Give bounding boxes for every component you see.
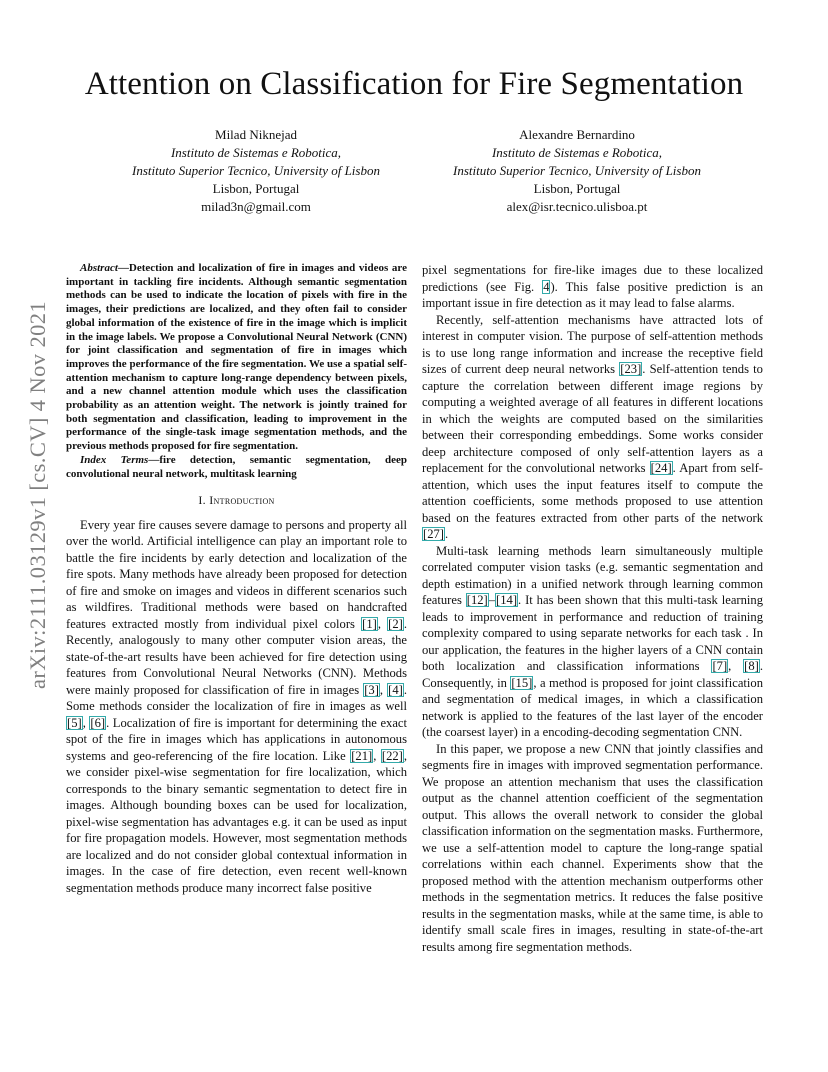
text-run: ). This false positive prediction is an important issue in fire detection as it may lead to false alarms. (422, 279, 763, 310)
text-run: , we consider pixel-wise segmentation for fire localization, which corresponds to the binary semantic segmentation to detect fire in images. Although bounding boxes can be used for localization, pixel-wise segmentation has advantages e.g. it can be used as input for fire propagation models. However, most segmentation methods are localized and do not consider global contextual information in images. In the case of fire detection, even recent well-known segmentation methods produce many incorrect false positive (66, 748, 408, 895)
text-run: , (373, 748, 381, 763)
author-block-1 (91, 126, 421, 216)
right-column (422, 262, 763, 955)
citation-link[interactable]: [6] (90, 715, 106, 730)
text-run: . Localization of fire is important for determining the exact spot of the fire in images which has applications in autonomous systems and geo-referencing of the fire location. Like (66, 715, 408, 763)
text-run: , (728, 659, 744, 673)
citation-link[interactable]: [14] (496, 593, 518, 607)
section-number: I. (198, 493, 206, 508)
section-title: Introduction (209, 493, 275, 508)
citation-link[interactable]: [27] (423, 527, 444, 541)
text-run: – (488, 593, 496, 607)
citation-link[interactable]: [23] (620, 362, 642, 376)
abstract-text: —Detection and localization of fire in images and videos are important in tackling fire incidents. Although semantic segmentation methods can be used to indicate the location of pixels with fire in the images, their predictions are localized, and they often fail to consider global information of the existence of fire in the image which is implicit in the image labels. We propose a Convolutional Neural Network (CNN) for joint classification and segmentation of fire in images which improves the performance of the fire segmentation. We use a spatial self-attention mechanism to capture long-range dependency between pixels, and a new channel attention module which uses the classification probability as an attention weight. The network is jointly trained for both segmentation and classification, leading to improvement in the performance of the single-task image segmentation methods, and the previous methods proposed for fire segmentation. (66, 262, 407, 453)
intro-paragraph-3 (422, 543, 763, 741)
author-name: Alexandre Bernardino (519, 127, 635, 142)
text-run: , a method is proposed for joint classification and segmentation of medical images, in which a classification network is applied to the features of the last layer of the encoder (the coarsest layer) in a encoding-decoding segmentation CNN. (422, 675, 764, 739)
arxiv-stamp-text: arXiv:2111.03129v1 [cs.CV] 4 Nov 2021 (25, 300, 50, 690)
text-run: . Consequently, in (422, 659, 763, 690)
author-affiliation: Instituto Superior Tecnico, University of Lisbon (132, 163, 380, 178)
citation-link[interactable]: [12] (466, 593, 488, 607)
author-affiliation: Instituto de Sistemas e Robotica, (170, 145, 342, 160)
text-run: , (377, 616, 388, 631)
paper-title: Attention on Classification for Fire Segmentation (84, 66, 744, 102)
citation-link[interactable]: [24] (650, 461, 672, 475)
text-run: , (82, 715, 90, 730)
text-run: . Recently, analogously to many other computer vision areas, the state-of-the-art results have been achieved for fire detection using features from Convolutional Neural Networks (CNN). Methods were mainly proposed for classification of fire in images (66, 616, 407, 697)
text-run: , (379, 682, 388, 697)
citation-link[interactable]: [22] (381, 748, 403, 763)
author-affiliation: Instituto de Sistemas e Robotica, (491, 145, 663, 160)
citation-link[interactable]: [21] (351, 748, 373, 763)
author-block-2 (412, 126, 742, 216)
citation-link[interactable]: [2] (388, 616, 403, 631)
citation-link[interactable]: [15] (511, 675, 533, 690)
citation-link[interactable]: [7] (712, 659, 728, 673)
index-terms-text: —fire detection, semantic segmentation, deep convolutional neural network, multitask learning (66, 453, 407, 480)
intro-paragraph-2 (422, 312, 763, 543)
text-run: . Apart from self-attention, which uses the input features itself to compute the attention coefficients, some methods proposed to use attention based on the features extracted from other parts of the network (422, 461, 764, 525)
abstract (66, 262, 407, 481)
author-email: milad3n@gmail.com (201, 199, 311, 214)
citation-link[interactable]: [1] (362, 616, 377, 631)
text-run: . (444, 527, 449, 541)
text-run: Recently, self-attention mechanisms have attracted lots of interest in computer vision. The purpose of self-attention methods is to use long range information and increase the receptive field sizes of current deep neural networks (422, 312, 763, 376)
author-affiliation: Instituto Superior Tecnico, University of Lisbon (453, 163, 701, 178)
text-run: . Self-attention tends to capture the correlation between different image regions by computing a weighted average of all features in different locations in which the weights are computed based on the similarities between their corresponding embeddings. Some works consider deep architecture composed of only self-attention layers as a replacement for the convolutional networks (422, 362, 763, 475)
text-run: . It has been shown that this multi-task learning leads to improvement in performance and reduction of training complexity compared to using separate networks for each task . In our application, the features in the higher layers of a CNN contain both localization and classification informations (422, 593, 763, 673)
intro-paragraph-1 (66, 517, 407, 897)
figure-link[interactable]: 4 (543, 279, 550, 294)
citation-link[interactable]: [3] (364, 682, 379, 697)
index-terms-label: Index Terms (80, 453, 149, 466)
section-heading (66, 492, 407, 509)
citation-link[interactable]: [4] (388, 682, 403, 697)
citation-link[interactable]: [5] (67, 715, 82, 730)
text-run: pixel segmentations for fire-like images due to these localized predictions (see Fig. (422, 263, 763, 294)
intro-paragraph-continued (422, 262, 763, 312)
abstract-label: Abstract (80, 262, 118, 274)
author-email: alex@isr.tecnico.ulisboa.pt (506, 199, 648, 214)
text-run: . Some methods consider the localization of fire in images as well (66, 682, 407, 714)
left-column (66, 262, 407, 896)
text-run: Multi-task learning methods learn simultaneously multiple correlated computer vision tasks (e.g. semantic segmentation and depth estimation) in a unified network through learning common features (422, 543, 763, 607)
text-run: Every year fire causes severe damage to persons and property all over the world. Artificial intelligence can play an important role to battle the fire incidents by early detection and localization of the fire spots. Many methods have already been proposed for detection of fire and smoke on images and videos in different scenarios such as wildfires. Traditional methods were based on handcrafted features extracted mostly from individual pixel colors (66, 517, 407, 631)
arxiv-stamp (16, 285, 56, 705)
author-name: Milad Niknejad (215, 127, 297, 142)
citation-link[interactable]: [8] (744, 659, 759, 673)
intro-paragraph-4: In this paper, we propose a new CNN that jointly classifies and segments fire in images with improved segmentation performance. We propose an attention mechanism that uses the classification output as the channel attention coefficient of the segmentation output. This allows the overall network to consider the global classification information on the segmentation masks. Furthermore, we use a self-attention model to capture the long-range spatial correlations within each channel. Experiments show that the proposed method with the attention mechanism outperforms other methods in the segmentation metrics. It reduces the false positive results in the segmentation masks, while at the same time, is able to identify small scale fires in images, resulting in state-of-the-art results among fire segmentation methods. (422, 741, 763, 954)
author-location: Lisbon, Portugal (533, 181, 621, 196)
author-location: Lisbon, Portugal (212, 181, 300, 196)
